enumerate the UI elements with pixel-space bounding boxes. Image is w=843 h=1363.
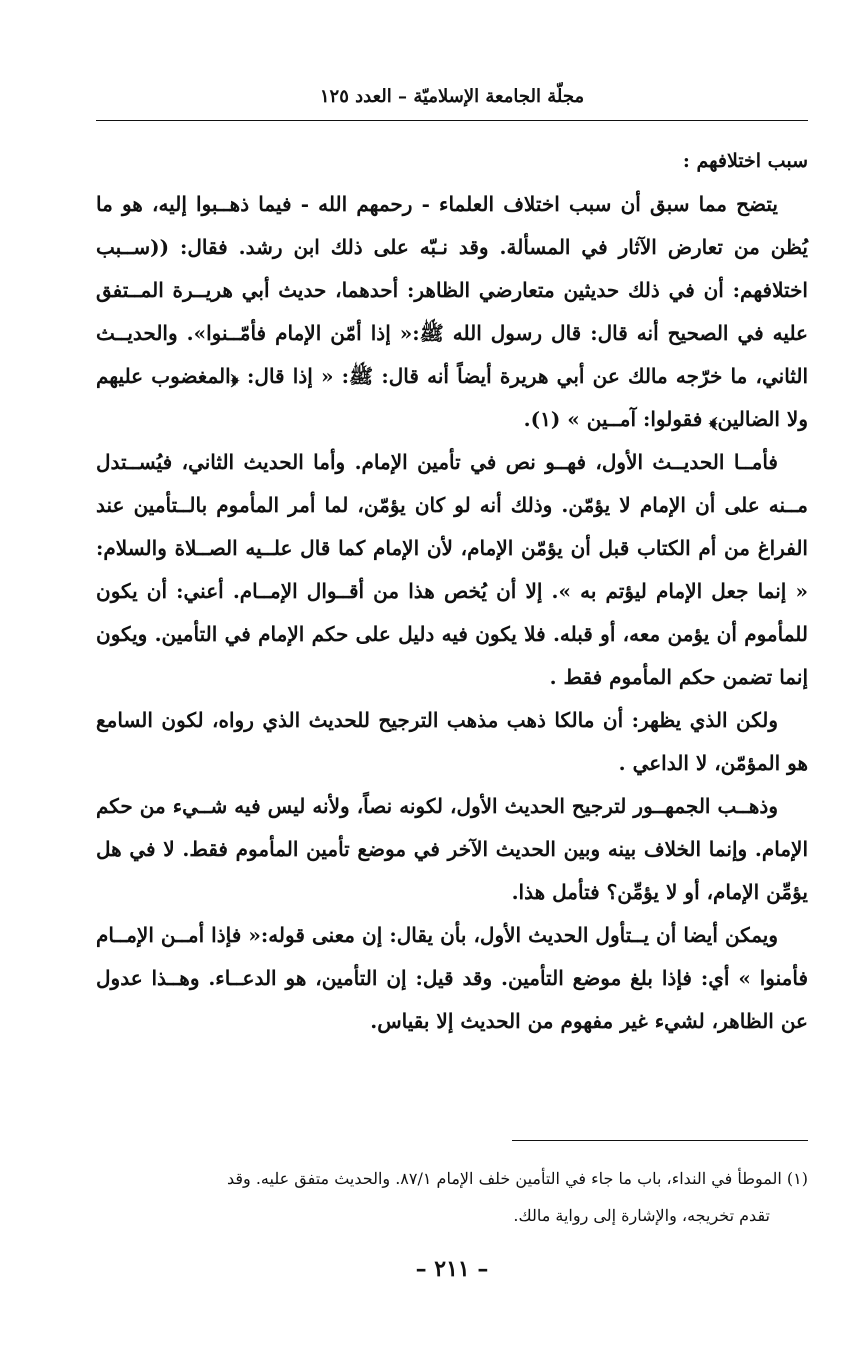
main-text — [96, 140, 808, 1043]
paragraph-4: وذهــب الجمهــور لترجيح الحديث الأول، لكونه نصاً، ولأنه ليس فيه شــيء من حكم الإمام. وإنما الخلاف بينه وبين الحديث الآخر في موضع تأمين المأموم فقط. لا في هل يؤمِّن الإمام، أو لا يؤمِّن؟ فتأمل هذا. — [96, 794, 808, 904]
footnote-line-1: (١) الموطأ في النداء، باب ما جاء في التأمين خلف الإمام ٨٧/١. والحديث متفق عليه. وقد — [226, 1169, 808, 1188]
running-head: مجلّة الجامعة الإسلاميّة – العدد ١٢٥ — [319, 86, 585, 107]
section-heading: سبب اختلافهم : — [682, 150, 808, 172]
footnote — [96, 1160, 808, 1234]
page-number: – ٢١١ – — [415, 1256, 489, 1282]
paragraph-1: يتضح مما سبق أن سبب اختلاف العلماء - رحمهم الله - فيما ذهــبوا إليه، هو ما يُظن من تعارض الآثار في المسألة. وقد نـبّه على ذلك ابن رشد. فقال: ((ســبب اختلافهم: أن في ذلك حديثين متعارضي الظاهر: أحدهما، حديث أبي هريــرة المــتفق عليه في الصحيح أنه قال: قال رسول الله ﷺ:« إذا أمّن الإمام فأمّــنوا». والحديــث الثاني، ما خرّجه مالك عن أبي هريرة أيضاً أنه قال: ﷺ: « إذا قال: ﴿المغضوب عليهم ولا الضالين﴾ فقولوا: آمــين » (١). — [96, 192, 808, 431]
footnote-line-2: تقدم تخريجه، والإشارة إلى رواية مالك. — [513, 1206, 770, 1225]
paragraph-2: فأمــا الحديــث الأول، فهــو نص في تأمين الإمام. وأما الحديث الثاني، فيُســتدل مــنه على أن الإمام لا يؤمّن. وذلك أنه لو كان يؤمّن، لما أمر المأموم بالــتأمين عند الفراغ من أم الكتاب قبل أن يؤمّن الإمام، لأن الإمام كما قال علــيه الصــلاة والسلام: « إنما جعل الإمام ليؤتم به ». إلا أن يُخص هذا من أقــوال الإمــام. أعني: أن يكون للمأموم أن يؤمن معه، أو قبله. فلا يكون فيه دليل على حكم الإمام في التأمين. ويكون إنما تضمن حكم المأموم فقط . — [96, 450, 808, 689]
footnote-rule — [512, 1140, 808, 1141]
header-rule — [96, 120, 808, 121]
paragraph-5: ويمكن أيضا أن يــتأول الحديث الأول، بأن يقال: إن معنى قوله:« فإذا أمــن الإمــام فأمنوا » أي: فإذا بلغ موضع التأمين. وقد قيل: إن التأمين، هو الدعــاء. وهــذا عدول عن الظاهر، لشيء غير مفهوم من الحديث إلا بقياس. — [96, 923, 808, 1033]
paragraph-3: ولكن الذي يظهر: أن مالكا ذهب مذهب الترجيح للحديث الذي رواه، لكون السامع هو المؤمّن، لا الداعي . — [96, 708, 808, 775]
